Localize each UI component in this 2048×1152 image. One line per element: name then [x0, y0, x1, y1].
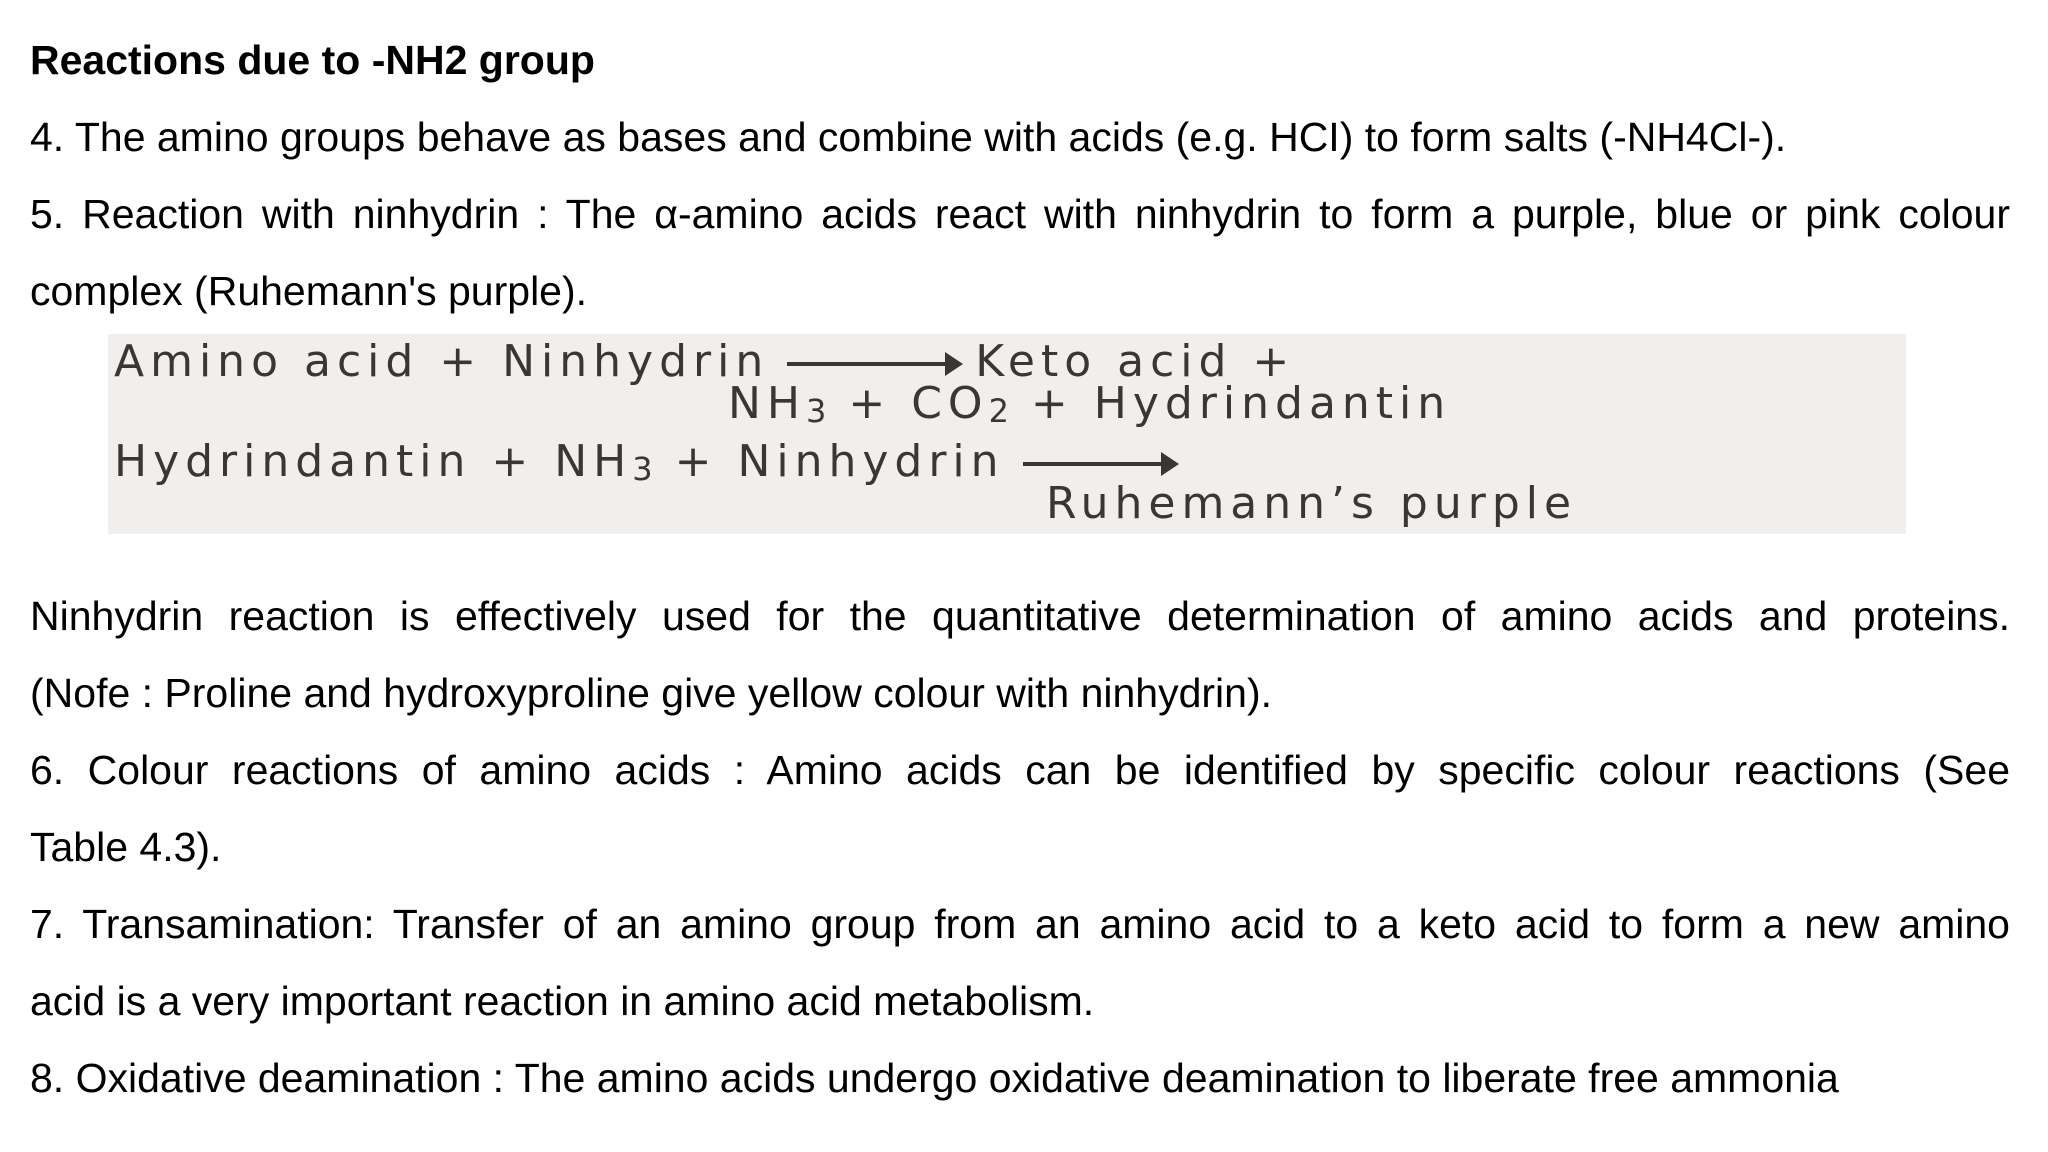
co-subscript: 2	[988, 392, 1011, 430]
equation-2-line-2	[1046, 480, 1577, 528]
equation-1-line-2	[728, 380, 1451, 435]
reaction-arrow-icon	[1023, 462, 1173, 466]
equation-2-product: Ruhemann’s purple	[1046, 478, 1578, 529]
section-heading: Reactions due to -NH2 group	[30, 37, 595, 83]
nh3-subscript: 3	[632, 450, 655, 488]
paragraph-6-line-2: Table 4.3).	[30, 824, 222, 870]
equation-1-product-a: Keto acid +	[975, 336, 1296, 387]
document-page	[30, 22, 2010, 1117]
equation-2-line-1	[114, 438, 1191, 493]
ninhydrin-reaction-image	[108, 334, 1906, 534]
paragraph-4: 4. The amino groups behave as bases and combine with acids (e.g. HCI) to form salts (-NH4Cl-).	[30, 114, 1787, 160]
paragraph-5-line-2: complex (Ruhemann's purple).	[30, 268, 588, 314]
paragraph-7-line-1: 7. Transamination: Transfer of an amino group from an amino acid to a keto acid to form a new amino	[30, 901, 2010, 947]
equation-2-reactant-a: Hydrindantin + NH	[114, 436, 633, 487]
reaction-arrow-icon	[787, 362, 957, 366]
nh-formula: NH	[728, 378, 806, 429]
paragraph-8: 8. Oxidative deamination : The amino acids undergo oxidative deamination to liberate free ammonia	[30, 1055, 1839, 1101]
equation-2-reactant-b: + Ninhydrin	[654, 436, 1005, 487]
paragraph-5-line-1: 5. Reaction with ninhydrin : The α-amino acids react with ninhydrin to form a purple, blue or pink colour	[30, 191, 2010, 237]
hydrindantin-product: + Hydrindantin	[1010, 378, 1452, 429]
paragraph-7-line-2: acid is a very important reaction in amino acid metabolism.	[30, 978, 1095, 1024]
nh-subscript: 3	[806, 392, 829, 430]
co-formula: + CO	[828, 378, 989, 429]
ninhydrin-usage-line-1: Ninhydrin reaction is effectively used for the quantitative determination of amino acids and proteins.	[30, 593, 2010, 639]
ninhydrin-usage-line-2: (Nofe : Proline and hydroxyproline give yellow colour with ninhydrin).	[30, 670, 1272, 716]
equation-1-reactants: Amino acid + Ninhydrin	[114, 336, 770, 387]
paragraph-6-line-1: 6. Colour reactions of amino acids : Amino acids can be identified by specific colour reactions (See	[30, 747, 2010, 793]
